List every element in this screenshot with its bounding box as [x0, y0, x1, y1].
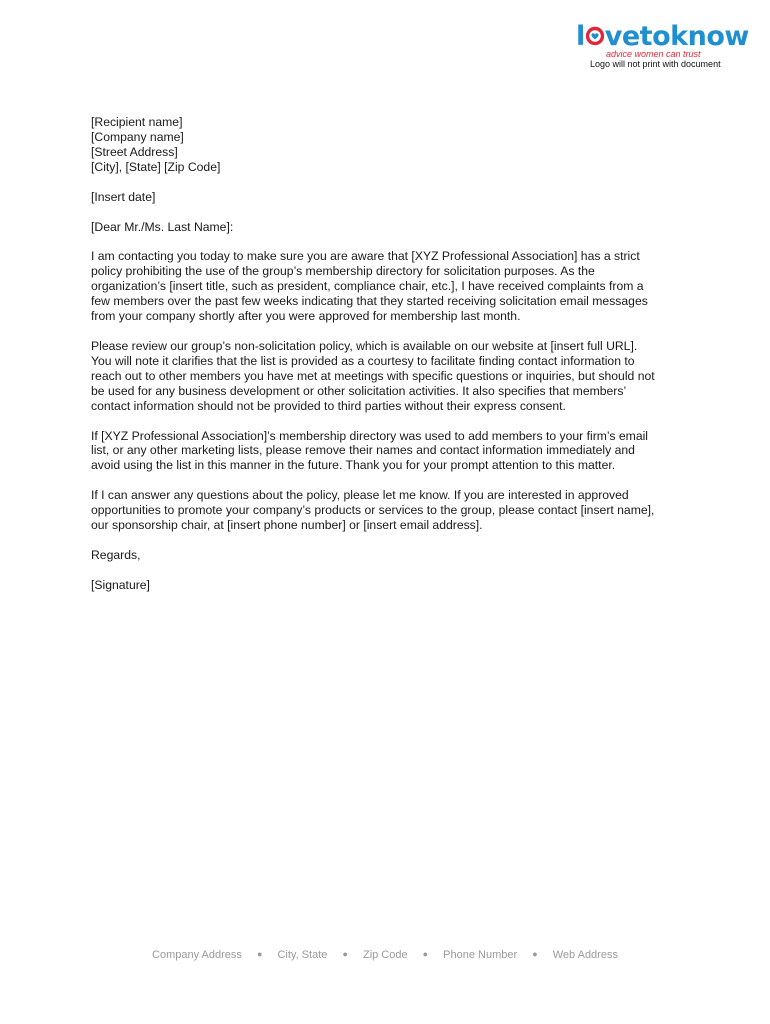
paragraph-line: list, or any other marketing lists, please remove their names and contact information immediately and: [91, 443, 635, 458]
paragraph-line: be used for any business development or other solicitation activities. It also specifies that members’: [91, 383, 627, 398]
paragraph-line: our sponsorship chair, at [insert phone number] or [insert email address].: [91, 518, 483, 533]
logo-print-note: Logo will not print with document: [590, 59, 721, 69]
paragraph-line: from your company shortly after you were approved for membership last month.: [91, 309, 521, 324]
logo-word-veto: veto: [604, 21, 671, 52]
salutation: [Dear Mr./Ms. Last Name]:: [91, 219, 234, 234]
footer-phone-number: Phone Number: [443, 949, 518, 961]
paragraph-1: [91, 249, 681, 324]
bullet-separator-icon: ●: [422, 949, 429, 959]
bullet-separator-icon: ●: [532, 949, 538, 959]
paragraph-line: Please review our group’s non-solicitation policy, which is available on our website at [insert full URL].: [91, 338, 638, 353]
footer-web-address: Web Address: [552, 949, 618, 961]
logo-wordmark: [576, 22, 749, 52]
logo-word-know: know: [670, 21, 749, 52]
paragraph-line: If I can answer any questions about the policy, please let me know. If you are interested in approved: [91, 488, 629, 503]
paragraph-line: You will note it clarifies that the list is provided as a courtesy to facilitate finding contact information to: [91, 353, 635, 368]
footer-company-address: Company Address: [152, 949, 242, 961]
paragraph-line: If [XYZ Professional Association]’s membership directory was used to add members to your firm’s email: [91, 428, 649, 443]
logo-tagline: advice women can trust: [606, 49, 701, 59]
bullet-separator-icon: ●: [256, 949, 263, 959]
paragraph-line: contact information should not be provided to third parties without their express consent.: [91, 398, 566, 413]
recipient-street: [Street Address]: [91, 144, 178, 159]
logo-word-l: l: [576, 21, 585, 52]
recipient-city-state-zip: [City], [State] [Zip Code]: [91, 159, 221, 174]
letter-date: [Insert date]: [91, 189, 156, 204]
paragraph-line: policy prohibiting the use of the group’s membership directory for solicitation purposes. As the: [91, 264, 595, 279]
paragraph-line: reach out to other members you have met at meetings with specific questions or inquiries, but should not: [91, 368, 655, 383]
paragraph-line: organization’s [insert title, such as president, compliance chair, etc.], I have received complaints from a: [91, 279, 644, 294]
paragraph-3: [91, 429, 681, 474]
letter-body: [91, 115, 681, 593]
paragraph-line: few members over the past few weeks indicating that they started receiving solicitation email messages: [91, 294, 648, 309]
lovetoknow-logo: [576, 21, 749, 72]
paragraph-line: avoid using the list in this manner in the future. Thank you for your prompt attention to this matter.: [91, 458, 616, 473]
recipient-address: [91, 115, 681, 175]
bullet-separator-icon: ●: [342, 949, 348, 959]
paragraph-line: I am contacting you today to make sure you are aware that [XYZ Professional Association] has a strict: [91, 249, 640, 264]
recipient-name: [Recipient name]: [91, 115, 183, 129]
recipient-company: [Company name]: [91, 129, 184, 144]
paragraph-4: [91, 488, 681, 533]
footer-contact-line: [0, 949, 770, 961]
paragraph-line: opportunities to promote your company’s products or services to the group, please contact [insert name],: [91, 503, 655, 518]
footer-zip-code: Zip Code: [362, 949, 408, 961]
signature-placeholder: [Signature]: [91, 577, 150, 592]
paragraph-2: [91, 339, 681, 414]
heart-icon: [586, 23, 604, 45]
closing: Regards,: [91, 547, 141, 562]
footer-city-state: City, State: [277, 949, 328, 961]
